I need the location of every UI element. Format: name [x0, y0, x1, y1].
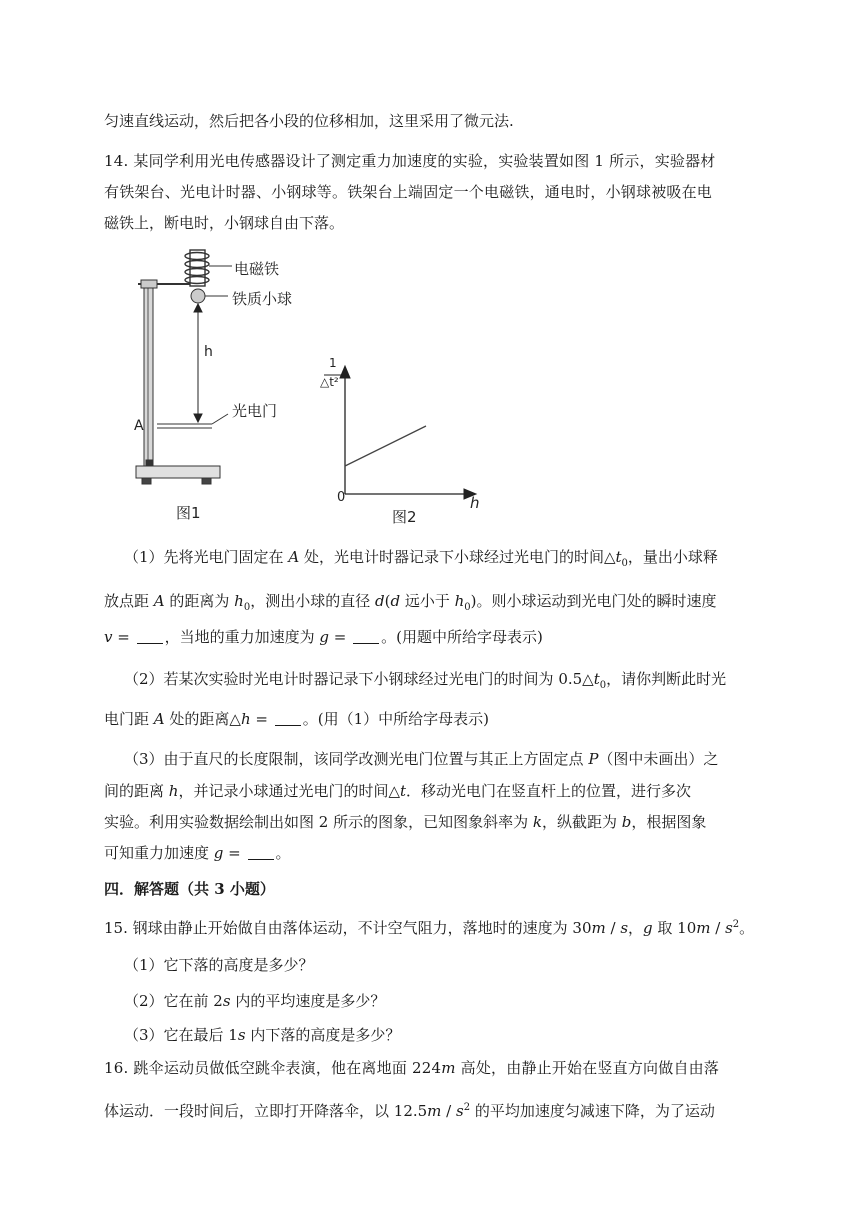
graph-line — [345, 426, 426, 466]
graph-axes — [340, 366, 476, 499]
experiment-figure — [128, 244, 508, 530]
part-2-line-1: （2）若某次实验时光电计时器记录下小钢球经过光电门的时间为 $0.5\triangle t_0$，请你判断此时光 — [124, 670, 727, 691]
answer-blank-g[interactable] — [353, 629, 379, 644]
photogate — [157, 414, 228, 428]
question-15-sub-1: （1）它下落的高度是多少？ — [124, 956, 314, 974]
part-3-line-3: 实验。利用实验数据绘制出如图 2 所示的图象，已知图象斜率为 k，纵截距为 b，根据图象 — [104, 813, 707, 831]
electromagnet — [185, 250, 232, 286]
part-1-line-2: 放点距 A 的距离为 $h_0$，测出小球的直径 d(d 远小于 $h_0$)。则小球运动到光电门处的瞬时速度 — [104, 592, 717, 613]
section-heading: 四．解答题（共 3 小题） — [104, 880, 275, 898]
iron-stand — [136, 280, 220, 484]
part-1-line-1: （1）先将光电门固定在 A 处，光电计时器记录下小球经过光电门的时间$\triangle t_0$，量出小球释 — [124, 548, 718, 569]
answer-blank-g2[interactable] — [248, 845, 274, 860]
label-A: A — [134, 418, 144, 434]
question-15-line-1: 15. 钢球由静止开始做自由落体运动，不计空气阻力，落地时的速度为 30m / s，g 取 $10m / s^2$。 — [104, 919, 755, 937]
label-electromagnet: 电磁铁 — [234, 260, 280, 278]
graph-ylabel-denominator: △t² — [320, 375, 339, 389]
question-14-line-2: 有铁架台、光电计时器、小钢球等。铁架台上端固定一个电磁铁，通电时，小钢球被吸在电 — [104, 183, 713, 201]
caption-fig2: 图2 — [392, 508, 417, 526]
graph-ylabel-numerator: 1 — [329, 356, 337, 370]
label-photogate: 光电门 — [232, 402, 278, 420]
part-3-line-4: 可知重力加速度 g = 。 — [104, 844, 291, 862]
graph-origin-label: 0 — [337, 490, 346, 505]
part-3-line-2: 间的距离 h，并记录小球通过光电门的时间△t．移动光电门在竖直杆上的位置，进行多次 — [104, 782, 692, 800]
part-3-line-1: （3）由于直尺的长度限制，该同学改测光电门位置与其正上方固定点 P（图中未画出）之 — [124, 750, 719, 768]
question-14-line-1: 14. 某同学利用光电传感器设计了测定重力加速度的实验，实验装置如图 1 所示，实验器材 — [104, 152, 716, 170]
label-iron-ball: 铁质小球 — [232, 290, 293, 308]
question-16-line-2: 体运动．一段时间后，立即打开降落伞，以 $12.5m / s^2$ 的平均加速度匀减速下降，为了运动 — [104, 1102, 715, 1120]
answer-blank-v[interactable] — [137, 629, 163, 644]
iron-ball — [191, 289, 205, 303]
apparatus-diagram — [128, 244, 508, 530]
height-arrow — [194, 304, 202, 422]
label-h: h — [204, 344, 213, 360]
part-2-line-2: 电门距 A 处的距离△h = 。(用（1）中所给字母表示) — [104, 710, 489, 728]
text-line: 匀速直线运动，然后把各小段的位移相加，这里采用了微元法. — [104, 112, 514, 130]
caption-fig1: 图1 — [176, 504, 201, 522]
question-15-sub-3: （3）它在最后 1s 内下落的高度是多少？ — [124, 1026, 401, 1044]
answer-blank-delta-h[interactable] — [275, 711, 301, 726]
part-1-line-3: v = ，当地的重力加速度为 g = 。(用题中所给字母表示) — [104, 628, 543, 646]
question-14-line-3: 磁铁上，断电时，小钢球自由下落。 — [104, 214, 345, 232]
graph-xlabel: h — [470, 494, 480, 512]
question-16-line-1: 16. 跳伞运动员做低空跳伞表演，他在离地面 224m 高处，由静止开始在竖直方向做自由落 — [104, 1059, 720, 1077]
question-15-sub-2: （2）它在前 2s 内的平均速度是多少？ — [124, 992, 386, 1010]
